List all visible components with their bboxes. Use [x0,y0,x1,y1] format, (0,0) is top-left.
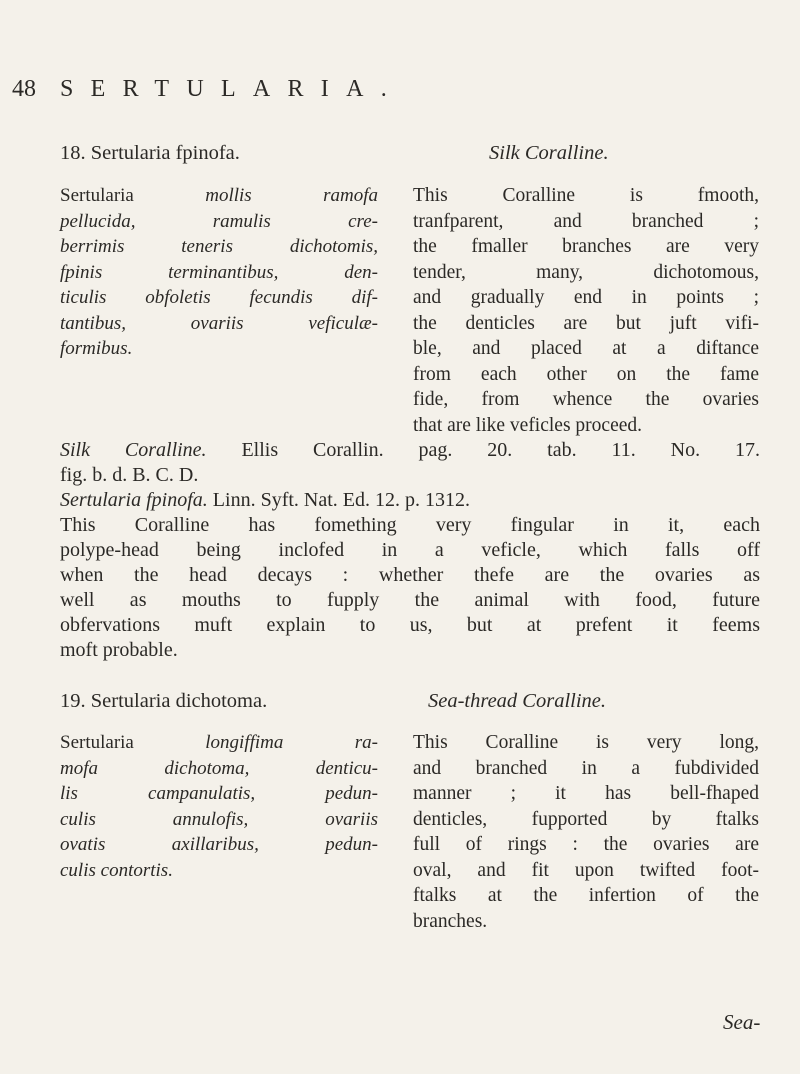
text-line: This Coralline is fmooth, [413,185,759,206]
entry-19-heading-english: Sea-thread Coralline. [428,690,607,712]
text-line: moft probable. [60,639,178,661]
latin-line: fpinis terminantibus, den- [60,261,378,283]
latin-line: culis contortis. [60,859,173,881]
reference-ellis: Silk Coralline. Ellis Corallin. pag. 20. tab. 11. No. 17. [60,439,760,461]
text-line: from each other on the fame [413,363,759,385]
reference-ellis-figures: fig. b. d. B. C. D. [60,464,199,486]
text-line: oval, and fit upon twifted foot- [413,859,759,881]
catchword: Sea- [723,1010,761,1034]
text-line: polype-head being inclofed in a veficle, which falls off [60,539,760,561]
latin-line: Sertularia longiffima ra- [60,732,379,753]
latin-line: culis annulofis, ovariis [60,808,378,830]
entry-19-latin-description [60,730,378,883]
text-line: manner ; it has bell-fhaped [413,783,759,804]
text-line: when the head decays : whether thefe are the ovaries as [60,564,760,586]
text-line: denticles, fupported by ftalks [413,808,759,830]
text-line: This Coralline has fomething very fingular in it, each [60,514,760,536]
text-line: the fmaller branches are very [413,236,759,257]
text-line: ble, and placed at a diftance [413,338,759,359]
text-line: tender, many, dichotomous, [413,261,759,283]
text-line: tranfparent, and branched ; [413,210,759,232]
running-title: SERTULARIA. [60,76,404,102]
latin-line: Sertularia mollis ramofa [60,185,378,206]
latin-line: formibus. [60,338,133,359]
entry-19-english-description [413,730,759,934]
entry-18-references [60,438,760,488]
text-line: full of rings : the ovaries are [413,834,759,855]
text-line: and gradually end in points ; [413,287,759,308]
latin-line: mofa dichotoma, denticu- [60,757,378,779]
latin-line: ticulis obfoletis fecundis dif- [60,287,378,308]
entry-18-reference-linnaeus: Sertularia fpinofa. Linn. Syft. Nat. Ed. 12. p. 1312. [60,489,471,511]
latin-line: tantibus, ovariis veficulæ- [60,312,378,334]
entry-18-english-description [413,183,759,438]
text-line: that are like veficles proceed. [413,414,643,436]
entry-18-heading-english: Silk Coralline. [489,142,609,164]
entry-18-latin-description [60,183,378,362]
text-line: ftalks at the infertion of the [413,885,759,906]
entry-18-remark [60,513,760,663]
text-line: and branched in a fubdivided [413,757,759,779]
text-line: branches. [413,910,488,932]
text-line: This Coralline is very long, [413,732,759,753]
text-line: well as mouths to fupply the animal with food, future [60,589,760,611]
page-number: 48 [12,76,36,102]
latin-line: berrimis teneris dichotomis, [60,236,378,257]
latin-line: ovatis axillaribus, pedun- [60,834,378,855]
text-line: the denticles are but juft vifi- [413,312,759,334]
latin-line: pellucida, ramulis cre- [60,210,378,232]
entry-18-heading-latin: 18. Sertularia fpinofa. [60,142,240,164]
latin-line: lis campanulatis, pedun- [60,783,378,804]
text-line: obfervations muft explain to us, but at prefent it feems [60,614,760,636]
text-line: fide, from whence the ovaries [413,389,759,410]
entry-19-heading-latin: 19. Sertularia dichotoma. [60,690,268,712]
